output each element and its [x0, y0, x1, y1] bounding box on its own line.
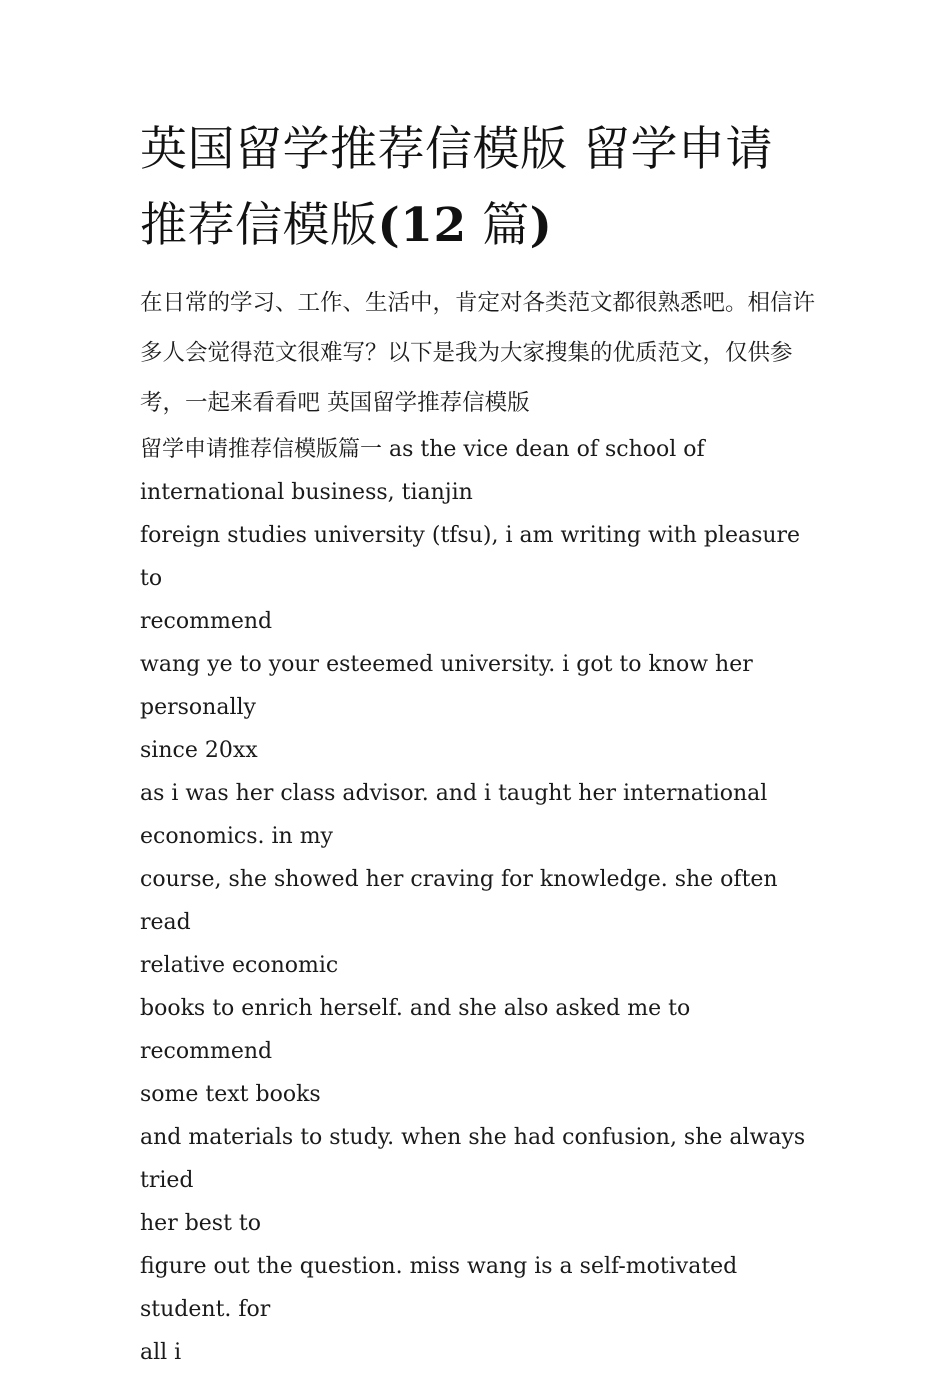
body-line: foreign studies university (tfsu), i am writing with pleasure to [140, 523, 801, 591]
body-line: and materials to study. when she had confusion, she always tried [140, 1125, 806, 1193]
intro-paragraph: 在日常的学习、工作、生活中，肯定对各类范文都很熟悉吧。相信许多人会觉得范文很难写？以下是我为大家搜集的优质范文，仅供参考，一起来看看吧 英国留学推荐信模版 [140, 290, 816, 416]
body-line: some text books [140, 1082, 321, 1107]
body-text [140, 428, 820, 1374]
body-line: recommend [140, 609, 273, 634]
document-content [140, 112, 820, 1374]
body-line: international business, tianjin [140, 480, 473, 505]
body-line: as i was her class advisor. and i taught her international [140, 781, 768, 806]
body-line: her best to [140, 1211, 262, 1236]
body-line: relative economic [140, 953, 339, 978]
body-line: books to enrich herself. and she also asked me to recommend [140, 996, 691, 1064]
document-title [140, 112, 820, 264]
body-line: wang ye to your esteemed university. i got to know her personally [140, 652, 753, 720]
body-line: 留学申请推荐信模版篇一 as the vice dean of school of [140, 437, 705, 462]
body-line: course, she showed her craving for knowledge. she often read [140, 867, 778, 935]
title-count-close: ) [529, 198, 553, 253]
title-count-unit: 篇 [466, 198, 530, 253]
title-count-open: (12 [377, 198, 467, 253]
body-line: since 20xx [140, 738, 258, 763]
title-text-main: 英国留学推荐信模版 留学申请推荐信模版 [140, 122, 773, 253]
body-line: economics. in my [140, 824, 333, 849]
body-line: figure out the question. miss wang is a self-motivated student. for [140, 1254, 738, 1322]
body-line: all i [140, 1340, 182, 1365]
